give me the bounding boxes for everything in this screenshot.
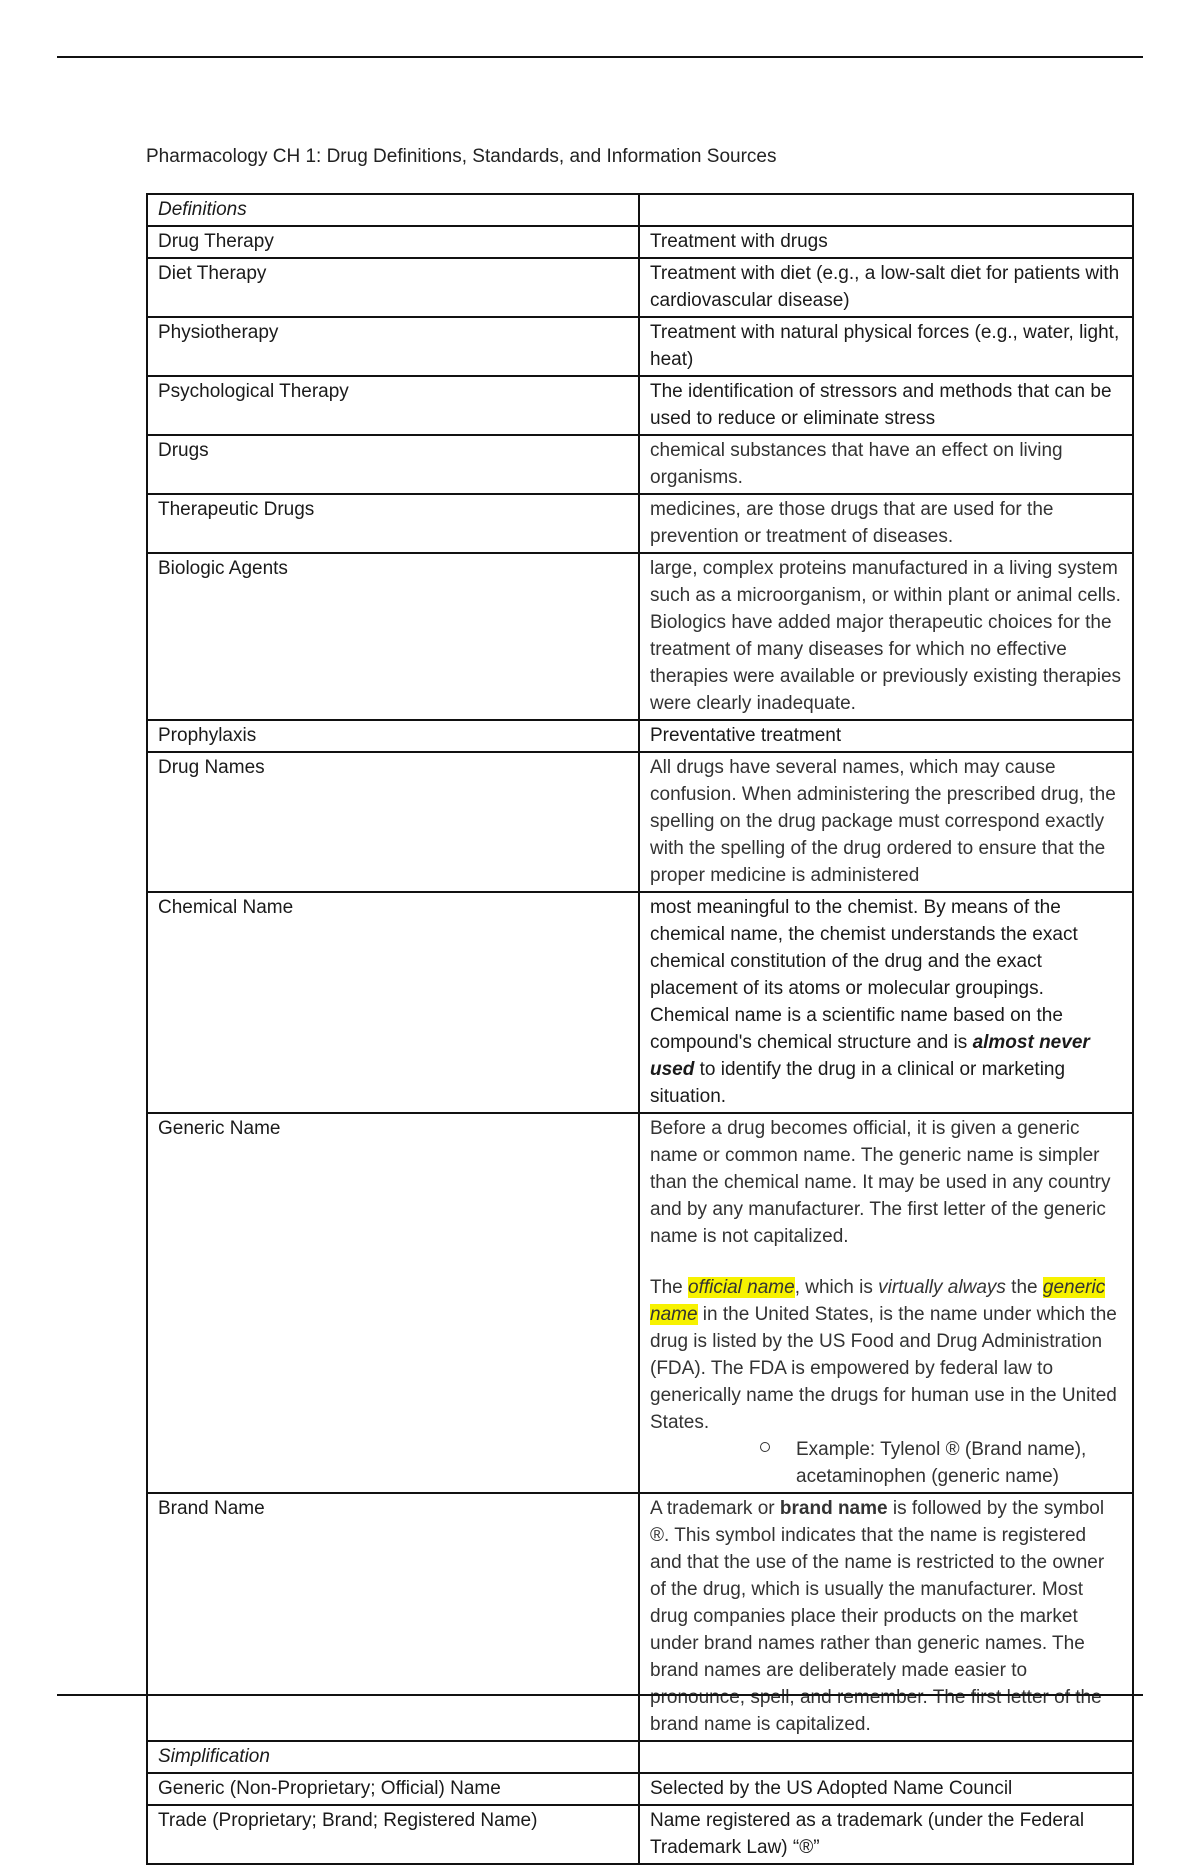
emphasis-text: almost never used bbox=[650, 1032, 1090, 1080]
table-row bbox=[147, 317, 1133, 376]
example-text: Example: Tylenol ® (Brand name), acetaminophen (generic name) bbox=[796, 1439, 1087, 1487]
term-cell: Drug Names bbox=[147, 752, 639, 892]
table-row bbox=[147, 720, 1133, 752]
definition-cell: chemical substances that have an effect on living organisms. bbox=[639, 435, 1133, 494]
text-run: is followed by the symbol ®. This symbol indicates that the name is registered and that the use of the name is restricted to the owner of the drug, which is usually the manufacturer. Most drug companies place their products on the market under brand names rather than generic names. The brand names are deliberately made easier to pronounce, spell, and remember. The first letter of the brand name is capitalized. bbox=[650, 1498, 1105, 1735]
term-cell: Physiotherapy bbox=[147, 317, 639, 376]
table-row bbox=[147, 194, 1133, 226]
definition-cell bbox=[639, 1493, 1133, 1741]
definition-cell: Selected by the US Adopted Name Council bbox=[639, 1773, 1133, 1805]
paragraph-gap bbox=[650, 1250, 1123, 1274]
term-cell: Brand Name bbox=[147, 1493, 639, 1741]
example-bullet-item bbox=[650, 1436, 1123, 1490]
definition-cell: large, complex proteins manufactured in a living system such as a microorganism, or within plant or animal cells. Biologics have added major therapeutic choices for the treatment of many diseases for which no effective therapies were available or previously existing therapies were clearly inadequate. bbox=[639, 553, 1133, 720]
highlight-official-name: official name bbox=[688, 1277, 795, 1298]
hollow-bullet-icon bbox=[760, 1442, 770, 1452]
text-run: in the United States, is the name under which the drug is listed by the US Food and Drug Administration (FDA). The FDA is empowered by federal law to generically name the drugs for human use in the United States. bbox=[650, 1304, 1117, 1433]
table-row bbox=[147, 494, 1133, 553]
definition-cell: medicines, are those drugs that are used for the prevention or treatment of diseases. bbox=[639, 494, 1133, 553]
chemical-para-2 bbox=[650, 1002, 1123, 1110]
term-cell: Trade (Proprietary; Brand; Registered Name) bbox=[147, 1805, 639, 1864]
document-title: Pharmacology CH 1: Drug Definitions, Standards, and Information Sources bbox=[146, 146, 777, 167]
section-heading-simplification: Simplification bbox=[147, 1741, 639, 1773]
generic-para-1: Before a drug becomes official, it is given a generic name or common name. The generic name is simpler than the chemical name. It may be used in any country and by any manufacturer. The first letter of the generic name is not capitalized. bbox=[650, 1118, 1111, 1247]
empty-cell bbox=[639, 1741, 1133, 1773]
text-run: the bbox=[1005, 1277, 1043, 1298]
definition-cell: Preventative treatment bbox=[639, 720, 1133, 752]
text-run: The bbox=[650, 1277, 689, 1298]
term-cell: Therapeutic Drugs bbox=[147, 494, 639, 553]
term-cell: Prophylaxis bbox=[147, 720, 639, 752]
table-row bbox=[147, 1805, 1133, 1864]
text-run: , which is bbox=[794, 1277, 879, 1298]
term-cell: Generic (Non-Proprietary; Official) Name bbox=[147, 1773, 639, 1805]
term-cell: Chemical Name bbox=[147, 892, 639, 1113]
empty-cell bbox=[639, 194, 1133, 226]
table-row bbox=[147, 553, 1133, 720]
table-row bbox=[147, 1773, 1133, 1805]
table-row bbox=[147, 752, 1133, 892]
term-cell: Drugs bbox=[147, 435, 639, 494]
term-cell: Psychological Therapy bbox=[147, 376, 639, 435]
generic-para-2 bbox=[650, 1274, 1123, 1436]
table-row bbox=[147, 1113, 1133, 1493]
section-heading-definitions: Definitions bbox=[147, 194, 639, 226]
italic-text: virtually always bbox=[878, 1277, 1006, 1298]
definition-cell: Treatment with drugs bbox=[639, 226, 1133, 258]
chemical-para-1: most meaningful to the chemist. By means of the chemical name, the chemist understands the exact chemical constitution of the drug and the exact placement of its atoms or molecular groupings. bbox=[650, 897, 1078, 999]
text-run: A trademark or bbox=[650, 1498, 780, 1519]
text-run: to identify the drug in a clinical or marketing situation. bbox=[650, 1059, 1066, 1107]
definition-cell: Treatment with natural physical forces (e.g., water, light, heat) bbox=[639, 317, 1133, 376]
table-row bbox=[147, 258, 1133, 317]
bold-text: brand name bbox=[779, 1498, 888, 1519]
definition-cell: The identification of stressors and methods that can be used to reduce or eliminate stress bbox=[639, 376, 1133, 435]
definition-cell: Treatment with diet (e.g., a low-salt diet for patients with cardiovascular disease) bbox=[639, 258, 1133, 317]
footer-rule bbox=[57, 1694, 1143, 1696]
definition-cell bbox=[639, 892, 1133, 1113]
header-rule bbox=[57, 56, 1143, 58]
table-row bbox=[147, 226, 1133, 258]
text-run: Chemical name is a scientific name based on the compound's chemical structure and is bbox=[650, 1005, 1063, 1053]
table-row bbox=[147, 1493, 1133, 1741]
term-cell: Diet Therapy bbox=[147, 258, 639, 317]
definition-cell: Name registered as a trademark (under the Federal Trademark Law) “®” bbox=[639, 1805, 1133, 1864]
definition-cell: All drugs have several names, which may cause confusion. When administering the prescribed drug, the spelling on the drug package must correspond exactly with the spelling of the drug ordered to ensure that the proper medicine is administered bbox=[639, 752, 1133, 892]
term-cell: Biologic Agents bbox=[147, 553, 639, 720]
table-row bbox=[147, 1741, 1133, 1773]
table-row bbox=[147, 435, 1133, 494]
term-cell: Generic Name bbox=[147, 1113, 639, 1493]
table-row bbox=[147, 892, 1133, 1113]
definition-cell bbox=[639, 1113, 1133, 1493]
definitions-table bbox=[146, 193, 1134, 1865]
highlight-generic-name: generic name bbox=[650, 1277, 1106, 1325]
term-cell: Drug Therapy bbox=[147, 226, 639, 258]
table-row bbox=[147, 376, 1133, 435]
